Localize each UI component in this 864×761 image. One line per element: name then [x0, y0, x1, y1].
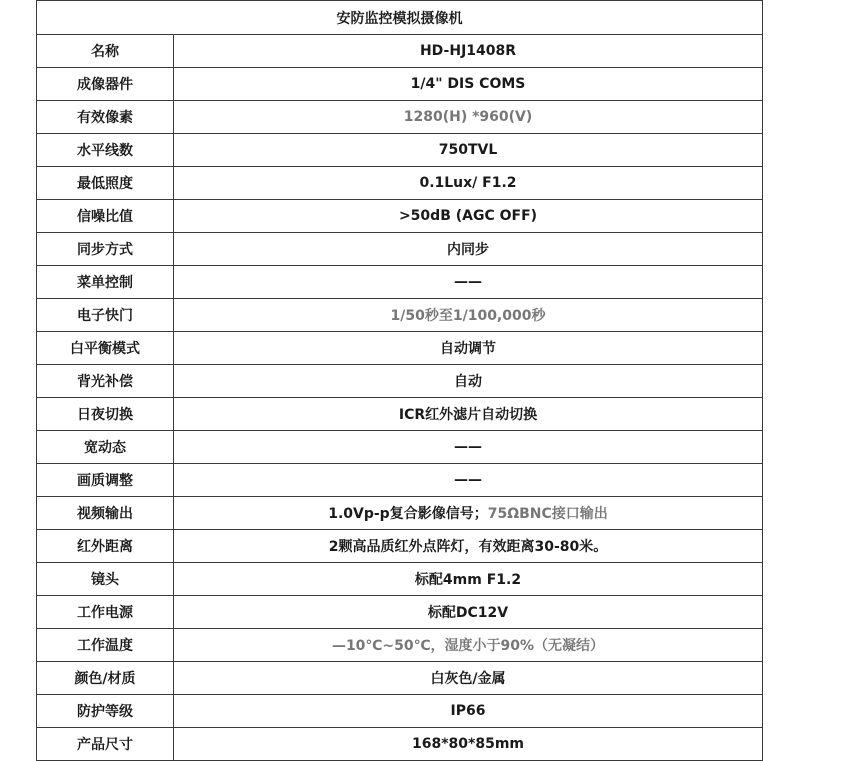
spec-label: 最低照度 — [37, 167, 174, 200]
spec-row — [37, 662, 763, 695]
spec-value-text: 168*80*85mm — [411, 736, 524, 752]
spec-label: 电子快门 — [37, 299, 174, 332]
spec-value-text: 内同步 — [447, 242, 489, 258]
spec-label: 视频输出 — [37, 497, 174, 530]
spec-label: 防护等级 — [37, 695, 174, 728]
spec-row — [37, 134, 763, 167]
spec-value-text: —— — [454, 472, 482, 488]
spec-row — [37, 728, 763, 761]
spec-row — [37, 332, 763, 365]
spec-value — [174, 629, 763, 662]
spec-value-text: —— — [454, 274, 482, 290]
spec-value — [174, 497, 763, 530]
spec-label: 工作电源 — [37, 596, 174, 629]
spec-value-text: 自动 — [454, 374, 482, 390]
spec-label: 画质调整 — [37, 464, 174, 497]
spec-value — [174, 233, 763, 266]
spec-value — [174, 68, 763, 101]
spec-row — [37, 596, 763, 629]
spec-row — [37, 464, 763, 497]
spec-value — [174, 398, 763, 431]
spec-value-text: 2颗高品质红外点阵灯，有效距离30-80米。 — [328, 539, 608, 555]
spec-value — [174, 134, 763, 167]
spec-value-text: 1/50秒至1/100,000秒 — [390, 308, 546, 324]
spec-value-extra: 75ΩBNC接口输出 — [487, 506, 608, 522]
spec-table-title-row — [37, 1, 763, 35]
spec-row — [37, 629, 763, 662]
spec-label: 产品尺寸 — [37, 728, 174, 761]
spec-label: 成像器件 — [37, 68, 174, 101]
spec-value-text: —10℃~50℃，湿度小于90%（无凝结） — [331, 638, 605, 654]
spec-row — [37, 695, 763, 728]
spec-label: 宽动态 — [37, 431, 174, 464]
spec-row — [37, 233, 763, 266]
spec-value — [174, 596, 763, 629]
spec-value-text: 1280(H) *960(V) — [403, 109, 533, 125]
spec-value — [174, 530, 763, 563]
spec-row — [37, 530, 763, 563]
spec-value — [174, 431, 763, 464]
spec-value — [174, 332, 763, 365]
spec-label: 白平衡模式 — [37, 332, 174, 365]
spec-value — [174, 662, 763, 695]
spec-label: 红外距离 — [37, 530, 174, 563]
spec-label: 同步方式 — [37, 233, 174, 266]
spec-value — [174, 299, 763, 332]
spec-label: 信噪比值 — [37, 200, 174, 233]
spec-value-text: 自动调节 — [440, 341, 496, 357]
spec-value-text: 1.0Vp-p复合影像信号； — [328, 506, 488, 522]
spec-value — [174, 563, 763, 596]
spec-label: 日夜切换 — [37, 398, 174, 431]
spec-value — [174, 200, 763, 233]
spec-value — [174, 167, 763, 200]
spec-label: 工作温度 — [37, 629, 174, 662]
spec-value — [174, 365, 763, 398]
spec-label: 菜单控制 — [37, 266, 174, 299]
spec-value-text: 白灰色/金属 — [430, 671, 506, 687]
spec-value-text: ICR红外滤片自动切换 — [398, 407, 538, 423]
spec-label: 背光补偿 — [37, 365, 174, 398]
spec-row — [37, 167, 763, 200]
spec-row — [37, 101, 763, 134]
spec-row — [37, 431, 763, 464]
spec-label: 颜色/材质 — [37, 662, 174, 695]
spec-value-text: 0.1Lux/ F1.2 — [419, 175, 517, 191]
spec-row — [37, 497, 763, 530]
spec-value-text: >50dB (AGC OFF) — [398, 208, 538, 224]
spec-label: 有效像素 — [37, 101, 174, 134]
spec-row — [37, 398, 763, 431]
spec-label: 镜头 — [37, 563, 174, 596]
spec-row — [37, 563, 763, 596]
spec-label: 名称 — [37, 35, 174, 68]
spec-value-text: IP66 — [450, 703, 486, 719]
spec-label: 水平线数 — [37, 134, 174, 167]
spec-value — [174, 728, 763, 761]
spec-value-text: 1/4" DIS COMS — [410, 76, 526, 92]
spec-row — [37, 266, 763, 299]
spec-value — [174, 464, 763, 497]
spec-value — [174, 266, 763, 299]
spec-value-text: 标配4mm F1.2 — [414, 572, 522, 588]
spec-row — [37, 35, 763, 68]
spec-table — [36, 0, 763, 761]
spec-row — [37, 299, 763, 332]
spec-value-text: 750TVL — [438, 142, 498, 158]
spec-value — [174, 695, 763, 728]
spec-row — [37, 68, 763, 101]
spec-value-text: 标配DC12V — [427, 605, 509, 621]
spec-value-text: HD-HJ1408R — [419, 43, 517, 59]
spec-value-text: —— — [454, 439, 482, 455]
spec-row — [37, 365, 763, 398]
spec-table-body — [37, 1, 763, 761]
spec-table-title: 安防监控模拟摄像机 — [37, 1, 763, 35]
spec-value — [174, 101, 763, 134]
spec-row — [37, 200, 763, 233]
spec-value — [174, 35, 763, 68]
